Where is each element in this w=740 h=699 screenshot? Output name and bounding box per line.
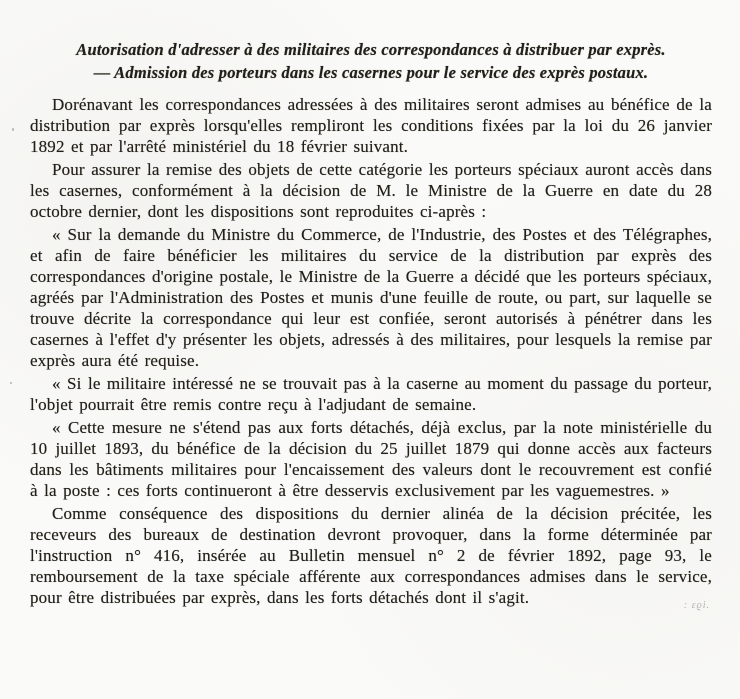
bleed-through-artifact: : ɛϱi. xyxy=(683,600,710,611)
paragraph-6: Comme conséquence des dispositions du dernier alinéa de la décision précitée, les receveurs des bureaux de destination devront provoquer, dans la forme déterminée par l'instruction n° 416, insérée au Bulletin mensuel n° 2 de février 1892, page 93, le remboursement de la taxe spéciale afférente aux correspondances admises dans le service, pour être distribuées par exprès, dans les forts détachés dont il s'agit. xyxy=(30,504,712,607)
scan-noise-speck xyxy=(12,128,14,131)
scan-noise-speck xyxy=(700,252,702,254)
paragraph-1: Dorénavant les correspondances adressées à des militaires seront admises au bénéfice de la distribution par exprès lorsqu'elles rempliront les conditions fixées par la loi du 26 janvier 1892 et par l'arrêté ministériel du 18 février suivant. xyxy=(30,95,712,156)
paragraph-3: « Sur la demande du Ministre du Commerce, de l'Industrie, des Postes et des Télégraphes, et afin de faire bénéficier les militaires du service de la distribution par exprès des correspondances d'origine postale, le Ministre de la Guerre a décidé que les porteurs spéciaux, agréés par l'Administration des Postes et munis d'une feuille de route, ou part, sur laquelle se trouve décrite la correspondance qui leur est confiée, seront autorisés à pénétrer dans les casernes à l'effet d'y présenter les objets, adressés à des militaires, pour lesquels la remise par exprès aura été requise. xyxy=(30,225,712,370)
paragraph-4: « Si le militaire intéressé ne se trouvait pas à la caserne au moment du passage du porteur, l'objet pourrait être remis contre reçu à l'adjudant de semaine. xyxy=(30,374,712,414)
document-body xyxy=(30,94,712,608)
title-line-2: — Admission des porteurs dans les casernes pour le service des exprès postaux. xyxy=(93,63,649,82)
paragraph-5: « Cette mesure ne s'étend pas aux forts détachés, déjà exclus, par la note ministérielle du 10 juillet 1893, du bénéfice de la décision du 25 juillet 1879 qui donne accès aux facteurs dans les bâtiments militaires pour l'encaissement des valeurs dont le recouvrement est confié à la poste : ces forts continueront à être desservis exclusivement par les vaguemestres. » xyxy=(30,418,712,500)
document-title xyxy=(30,38,712,84)
title-line-1: Autorisation d'adresser à des militaires des correspondances à distribuer par exprès. xyxy=(76,40,666,59)
scan-noise-speck xyxy=(10,382,12,384)
paragraph-2: Pour assurer la remise des objets de cette catégorie les porteurs spéciaux auront accès dans les casernes, conformément à la décision de M. le Ministre de la Guerre en date du 28 octobre dernier, dont les dispositions sont reproduites ci-après : xyxy=(30,160,712,221)
